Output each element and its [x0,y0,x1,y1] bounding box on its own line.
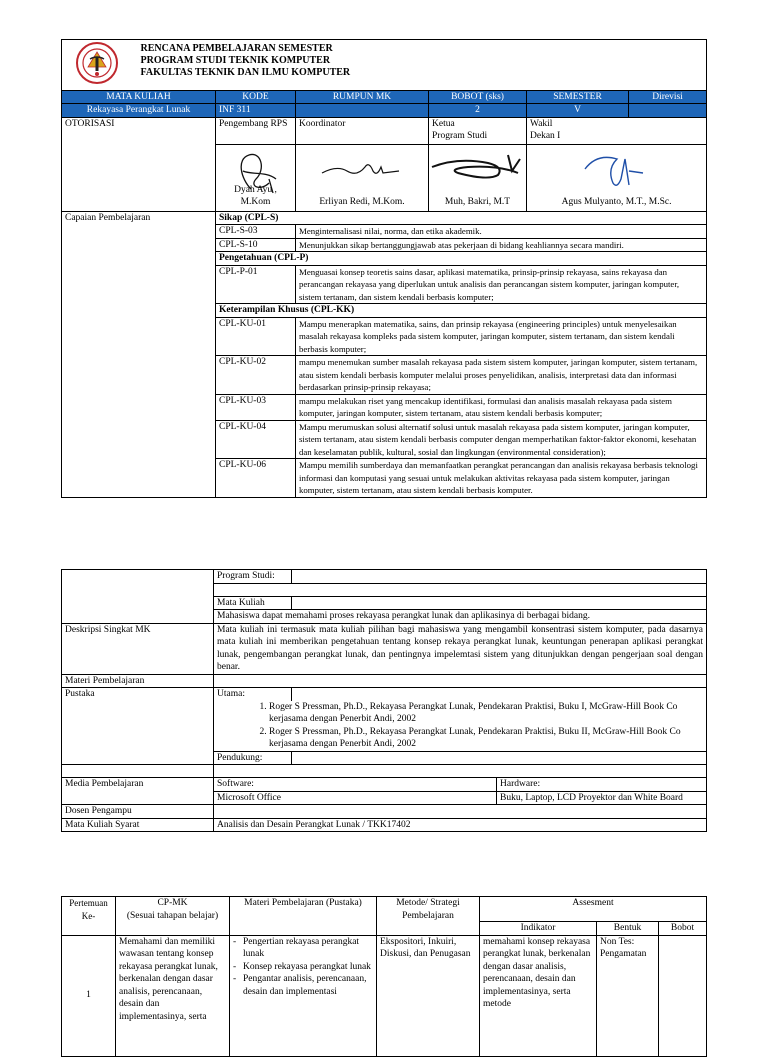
pendukung-label: Pendukung: [214,751,292,765]
header-line2: PROGRAM STUDI TEKNIK KOMPUTER [140,55,331,66]
cpl-text: mampu menemukan sumber masalah rekayasa pada sistem sistem komputer, jaringan komputer, sistem tertanam, atau sistem kendali berbasis komputer melalui proses penyelidikan, analisis, interpretasi data dan informasi berdasarkan prinsip-prinsip rekayasa; [296,356,707,395]
pertemuan-number: 1 [62,935,116,1056]
course-label-row [62,90,707,104]
empty-cell [62,570,214,624]
signature-cell-koordinator [296,144,429,211]
label-semester: SEMESTER [527,90,629,104]
value-mata-kuliah: Rekayasa Perangkat Lunak [62,104,216,118]
header-indikator: Indikator [480,922,597,936]
indikator-text: memahami konsep rekayasa perangkat lunak, berkenalan dengan dasar analisis, perencanaan, desain dan implementasinya, serta metode [480,935,597,1056]
cpl-text: Menunjukkan sikap bertanggungjawab atas pekerjaan di bidang keahliannya secara mandiri. [296,238,707,252]
empty-cell [214,765,707,778]
otorisasi-role-row [62,117,707,144]
table-row [62,674,707,688]
software-value: Microsoft Office [214,791,497,805]
signature-cell-ketua [429,144,527,211]
table-header-row [62,897,707,922]
header-pertemuan: Pertemuan Ke- [62,897,116,936]
label-kode: KODE [216,90,296,104]
otorisasi-label: OTORISASI [62,117,216,211]
cpmk-text: Memahami dan memiliki wawasan tentang konsep rekayasa perangkat lunak, berkenalan dengan dasar analisis, perencanaan, desain dan implementasinya, serta [116,935,230,1056]
empty-cell [62,765,214,778]
list-item: - Pengantar analisis, perencanaan, desain dan implementasi [243,973,373,998]
deskripsi-label: Deskripsi Singkat MK [62,623,214,674]
list-item: - Pengertian rekayasa perangkat lunak [243,936,373,961]
cpl-code: CPL-KU-04 [216,420,296,459]
course-value-row [62,104,707,118]
pendukung-value [292,751,707,765]
table-row [62,805,707,819]
header-row [62,40,707,91]
value-direvisi [629,104,707,118]
cpl-text: Mampu menerapkan matematika, sains, dan prinsip rekayasa (engineering principles) untuk menyelesaikan masalah rekayasa kompleks pada sistem komputer, jaringan komputer, sistem tertanam, dan sistem kendali berbasis komputer; [296,317,707,356]
utama-list [217,701,703,751]
program-studi-label: Program Studi: [214,570,292,584]
signature-image [317,149,407,189]
role-pengembang: Pengembang RPS [216,117,296,144]
dosen-value [214,805,707,819]
value-kode: INF 311 [216,104,296,118]
pustaka-label: Pustaka [62,688,214,765]
table-row [62,623,707,674]
header-bentuk: Bentuk [597,922,659,936]
signer-name-2: Erliyan Redi, M.Kom. [319,197,405,207]
signature-cell-wakil [527,144,707,211]
cpl-text: Mampu memilih sumberdaya dan memanfaatkan perangkat perancangan dan analisis rekayasa berbasis teknologi informasi dan komputasi yang sesuai untuk melakukan aktivitas rekayasa pada sistem komputer, jaringan komputer, sistem tertanam, atau sistem kendali berbasis komputer. [296,459,707,498]
label-direvisi: Direvisi [629,90,707,104]
syarat-value: Analisis dan Desain Perangkat Lunak / TKK17402 [214,818,707,832]
cpl-text: Mampu merumuskan solusi alternatif solusi untuk masalah rekayasa pada sistem komputer, jaringan komputer, sistem tertanam, atau sistem kendali berbasis computer dengan memperhatikan faktor-faktor ekonomi, kesehatan dan keselamatan publik, kultural, sosial dan lingkungan (environmental consideration); [296,420,707,459]
role-wakil: Wakil Dekan I [527,117,707,144]
sikap-title-row [62,211,707,225]
header-cpmk: CP-MK (Sesuai tahapan belajar) [116,897,230,936]
keterampilan-title: Keterampilan Khusus (CPL-KK) [216,304,707,318]
materi-list [233,936,373,999]
signature-image [577,149,657,193]
signer-name-4: Agus Mulyanto, M.T., M.Sc. [561,197,672,207]
role-ketua: Ketua Program Studi [429,117,527,144]
dosen-label: Dosen Pengampu [62,805,214,819]
cpl-code: CPL-S-10 [216,238,296,252]
media-label: Media Pembelajaran [62,778,214,805]
header-title-cell [138,40,707,91]
bobot-text [659,935,707,1056]
empty-cell [292,688,707,701]
label-rumpun: RUMPUN MK [296,90,429,104]
deskripsi-text: Mata kuliah ini termasuk mata kuliah pilihan bagi mahasiswa yang mengambil konsentrasi sistem komputer, pada dasarnya mata kuliah ini memberikan pengetahuan tentang konsep rekaya perangkat lunak, keuntungan penerapan aplikasi perangkat lunak, pengembangan perangkat lunak, dan pentingnya impelemtasi sistem yang ditunjukkan dengan pengerjaan soal dengan benar. [214,623,707,674]
table-row [62,570,707,584]
program-studi-value [292,570,707,584]
value-rumpun [296,104,429,118]
materi-label: Materi Pembelajaran [62,674,214,688]
label-bobot: BOBOT (sks) [429,90,527,104]
header-materi: Materi Pembelajaran (Pustaka) [230,897,377,936]
label-mata-kuliah: MATA KULIAH [62,90,216,104]
pengetahuan-title: Pengetahuan (CPL-P) [216,252,707,266]
metode-text: Ekspositori, Inkuiri, Diskusi, dan Penugasan [377,935,480,1056]
cpl-code: CPL-P-01 [216,265,296,304]
cpl-code: CPL-S-03 [216,225,296,239]
list-item: 2. Roger S Pressman, Ph.D., Rekayasa Perangkat Lunak, Pendekaran Praktisi, Buku II, McGraw-Hill Book Co kerjasama dengan Penerbit Andi, 2002 [269,726,703,751]
value-bobot: 2 [429,104,527,118]
role-koordinator: Koordinator [296,117,429,144]
value-semester: V [527,104,629,118]
capaian-label: Capaian Pembelajaran [62,211,216,497]
list-item: 1. Roger S Pressman, Ph.D., Rekayasa Perangkat Lunak, Pendekaran Praktisi, Buku I, McGraw-Hill Book Co kerjasama dengan Penerbit Andi, 2002 [269,701,703,726]
header-line1: RENCANA PEMBELAJARAN SEMESTER [140,43,333,54]
hardware-label: Hardware: [497,778,707,792]
mata-kuliah-label: Mata Kuliah [214,596,292,610]
table-row [62,935,707,1056]
header-bobot: Bobot [659,922,707,936]
cpl-text: mampu melakukan riset yang mencakup identifikasi, formulasi dan analisis masalah rekayasa pada sistem komputer, jaringan komputer, sistem tertanam, atau sistem kendali berbasis komputer; [296,394,707,420]
list-item: - Konsep rekayasa perangkat lunak [243,961,373,974]
course-detail-table [61,569,707,832]
sikap-title: Sikap (CPL-S) [216,211,707,225]
software-label: Software: [214,778,497,792]
utama-list-cell [214,701,707,752]
signer-name-1: Dyah Ayu , M.Kom [234,184,277,207]
signature-cell-pengembang [216,144,296,211]
university-seal-icon [75,41,119,85]
rps-main-table [61,39,707,498]
hardware-value: Buku, Laptop, LCD Proyektor dan White Board [497,791,707,805]
table-row [62,688,707,701]
table-row [62,765,707,778]
cpl-text: Menguasai konsep teoretis sains dasar, aplikasi matematika, prinsip-prinsip rekayasa, sains rekayasa dan perancangan rekayasa yang diperlukan untuk analisis dan perancangan sistem komputer, jaringan komputer, sistem tertanam, dan sistem kendali berbasis komputer; [296,265,707,304]
signature-image [429,149,527,189]
cpl-code: CPL-KU-02 [216,356,296,395]
mk-desc: Mahasiswa dapat memahami proses rekayasa perangkat lunak dan aplikasinya di berbagai bidang. [214,610,707,624]
cpl-code: CPL-KU-03 [216,394,296,420]
signer-name-3: Muh, Bakri, M.T [444,197,511,207]
header-metode: Metode/ Strategi Pembelajaran [377,897,480,936]
cpl-code: CPL-KU-01 [216,317,296,356]
weekly-plan-table [61,896,707,1057]
logo-cell [62,40,138,91]
utama-label: Utama: [214,688,292,701]
header-line3: FAKULTAS TEKNIK DAN ILMU KOMPUTER [140,67,351,78]
syarat-label: Mata Kuliah Syarat [62,818,214,832]
materi-cell [230,935,377,1056]
bentuk-text: Non Tes: Pengamatan [597,935,659,1056]
table-row [62,778,707,792]
mata-kuliah-value [292,596,707,610]
materi-value [214,674,707,688]
empty-cell [214,583,707,596]
table-row [62,818,707,832]
header-assesment: Assesment [480,897,707,922]
cpl-code: CPL-KU-06 [216,459,296,498]
cpl-text: Menginternalisasi nilai, norma, dan etika akademik. [296,225,707,239]
